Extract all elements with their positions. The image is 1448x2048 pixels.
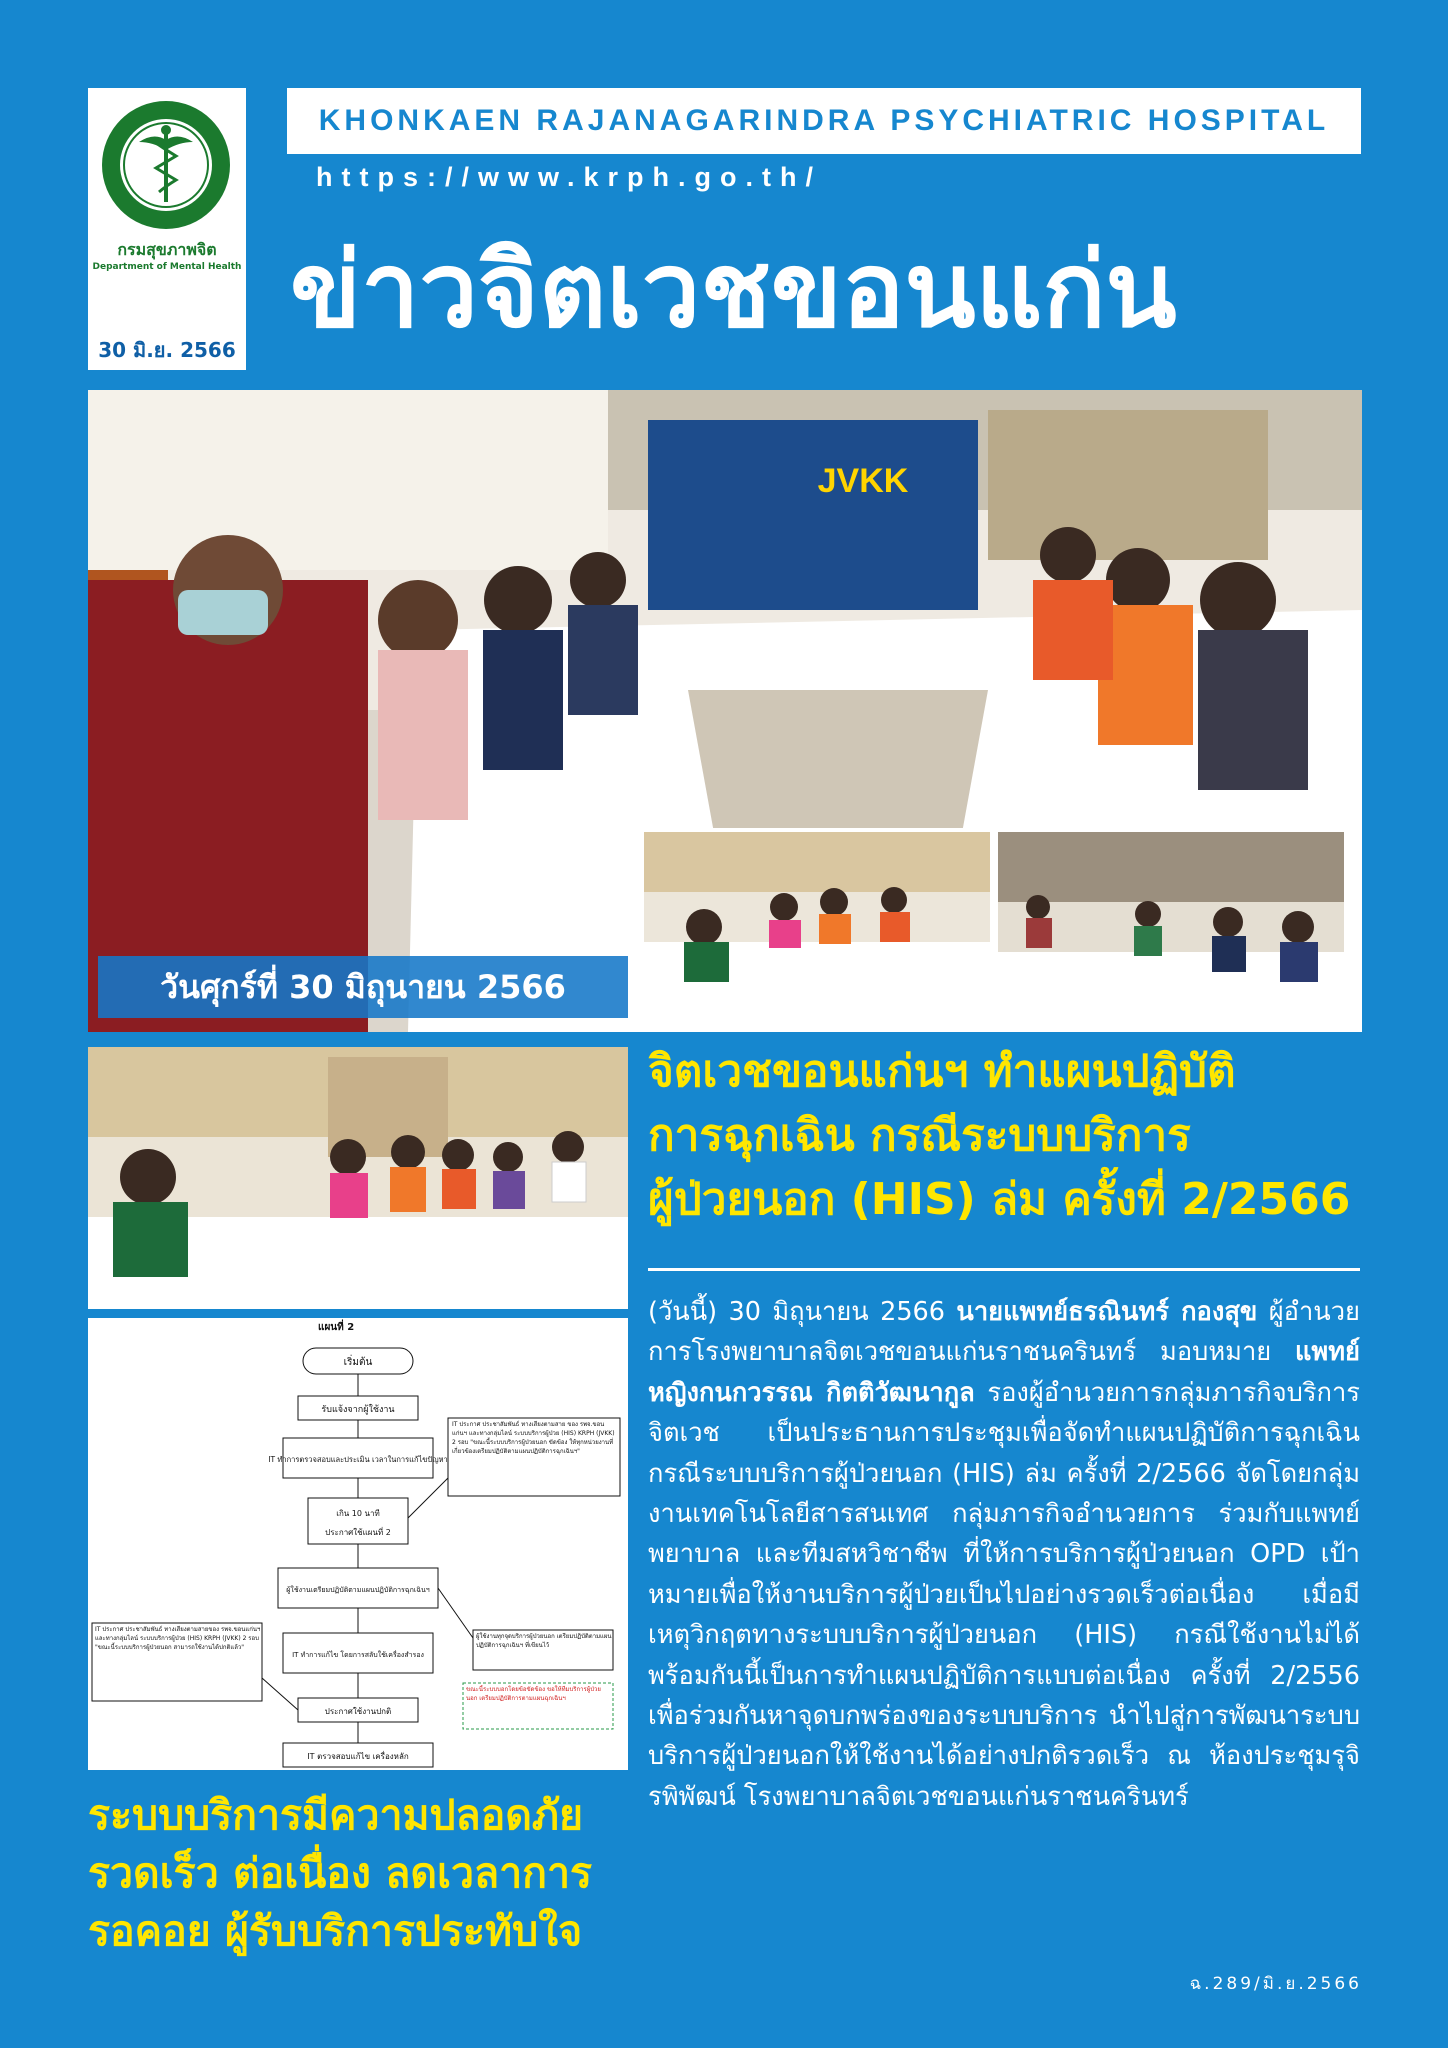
slogan-line-2: รวดเร็ว ต่อเนื่อง ลดเวลาการ <box>88 1849 593 1897</box>
website-url[interactable]: https://www.krph.go.th/ <box>316 162 822 192</box>
emergency-plan-flowchart <box>88 1318 628 1770</box>
flowchart-step-timeout <box>308 1498 408 1544</box>
jvkk-backdrop-logo <box>788 440 938 520</box>
slogan-line-1: ระบบบริการมีความปลอดภัย <box>88 1791 583 1839</box>
article-body <box>648 1292 1360 1817</box>
body-rest: รองผู้อำนวยการกลุ่มภารกิจบริการจิตเวช เป็นประธานการประชุมเพื่อจัดทำแผนปฏิบัติการฉุกเฉินกรณีระบบบริการผู้ป่วยนอก (HIS) ล่ม ครั้งที่ 2/2566 จัดโดยกลุ่มงานเทคโนโลยีสารสนเทศ กลุ่มภารกิจอำนวยการ ร่วมกับแพทย์ พยาบาล และทีมสหวิชาชีพ ที่ให้การบริการผู้ป่วยนอก OPD เป้าหมายเพื่อให้งานบริการผู้ป่วยเป็นไปอย่างรวดเร็วต่อเนื่อง เมื่อมีเหตุวิกฤตทางระบบบริการผู้ป่วยนอก (HIS) กรณีใช้งานไม่ได้ พร้อมกันนี้เป็นการทำแผนปฏิบัติการแบบต่อเนื่อง ครั้งที่ 2/2556 เพื่อร่วมกันหาจุดบกพร่องของระบบบริการ นำไปสู่การพัฒนาระบบบริการผู้ป่วยนอกให้ใช้งานได้อย่างปกติรวดเร็ว ณ ห้องประชุมรุจิรพิพัฒน์ โรงพยาบาลจิตเวชขอนแก่นราชนครินทร์ <box>648 1377 1360 1812</box>
flowchart-step-3: เกิน 10 นาที <box>336 1509 380 1518</box>
department-name-thai: กรมสุขภาพจิต <box>117 240 217 259</box>
newsletter-masthead: ข่าวจิตเวชขอนแก่น <box>290 229 1177 351</box>
flowchart-step-1: รับแจ้งจากผู้ใช้งาน <box>321 1405 395 1415</box>
flowchart-note-red-text: ขณะนี้ระบบบอกโดยข้อขัดข้อง ขอให้ทีมบริการผู้ป่วยนอก เตรียมปฏิบัติการตามแผนฉุกเฉินฯ <box>466 1686 601 1702</box>
body-intro: (วันนี้) 30 มิถุนายน 2566 <box>648 1297 957 1327</box>
issue-date: 30 มิ.ย. 2566 <box>98 338 236 362</box>
flowchart-step-4: ประกาศใช้แผนที่ 2 <box>325 1528 391 1537</box>
flowchart-title: แผนที่ 2 <box>318 1322 355 1333</box>
flowchart-note-right-text: IT ประกาศ ประชาสัมพันธ์ ทางเสียงตามสาย ของ รพจ.ขอนแก่นฯ และทางกลุ่มไลน์ ระบบบริการผู้ป่วย (HIS) KRPH (JVKK) 2 รอบ "ขณะนี้ระบบบริการผู้ป่วยนอก ขัดข้อง ให้ทุกหน่วยงานที่เกี่ยวข้องเตรียมปฏิบัติตามแผนปฏิบัติการฉุกเฉินฯ" <box>452 1421 615 1455</box>
flowchart-note-left-text: IT ประกาศ ประชาสัมพันธ์ ทางเสียงตามสายของ รพจ.ขอนแก่นฯ และทางกลุ่มไลน์ ระบบบริการผู้ป่วย (HIS) KRPH (JVKK) 2 รอบ "ขณะนี้ระบบบริการผู้ป่วยนอก สามารถใช้งานได้ปกติแล้ว" <box>95 1626 261 1651</box>
jvkk-text: JVKK <box>817 462 909 500</box>
flowchart-step-5: ผู้ใช้งานเตรียมปฏิบัติตามแผนปฏิบัติการฉุกเฉินฯ <box>286 1586 430 1594</box>
meeting-photo-small <box>88 1047 628 1309</box>
reference-code: ฉ.289/มิ.ย.2566 <box>1189 1974 1362 1994</box>
headline-line-1: จิตเวชขอนแก่นฯ ทำแผนปฏิบัติ <box>648 1046 1236 1097</box>
meeting-scene-small <box>88 1047 628 1309</box>
headline-divider <box>648 1268 1360 1271</box>
inset-meeting-scene-1 <box>644 832 990 1022</box>
flowchart-diagram <box>88 1318 628 1770</box>
article-headline <box>648 1040 1364 1232</box>
flowchart-note-right2-text: ผู้ใช้งานทุกจุดบริการผู้ป่วยนอก เตรียมปฏิบัติตามแผนปฏิบัติการฉุกเฉินฯ ที่เขียนไว้ <box>476 1633 612 1649</box>
hospital-name: KHONKAEN RAJANAGARINDRA PSYCHIATRIC HOSPITAL <box>318 104 1330 137</box>
flowchart-step-0: เริ่มต้น <box>343 1357 373 1368</box>
inset-photo-2 <box>994 828 1348 1026</box>
slogan-line-3: รอคอย ผู้รับบริการประทับใจ <box>88 1907 583 1955</box>
ministry-logo-box <box>88 88 246 370</box>
hospital-banner <box>287 88 1361 154</box>
date-caption-box <box>98 956 628 1018</box>
headline-line-2: การฉุกเฉิน กรณีระบบบริการ <box>648 1110 1191 1161</box>
flowchart-step-8: IT ตรวจสอบแก้ไข เครื่องหลัก <box>307 1752 409 1761</box>
department-name-english: Department of Mental Health <box>92 262 242 272</box>
date-caption: วันศุกร์ที่ 30 มิถุนายน 2566 <box>160 968 566 1006</box>
headline-line-3: ผู้ป่วยนอก (HIS) ล่ม ครั้งที่ 2/2566 <box>648 1174 1351 1225</box>
inset-meeting-scene-2 <box>998 832 1344 1022</box>
director-name: นายแพทย์ธรณินทร์ กองสุข <box>956 1297 1258 1327</box>
body-role: ผู้อำนวยการโรงพยาบาลจิตเวชขอนแก่นราชนครินทร์ มอบหมาย <box>648 1297 1360 1368</box>
flowchart-step-2: IT ทำการตรวจสอบและประเมิน เวลาในการแก้ไขปัญหา <box>268 1455 448 1464</box>
slogan <box>88 1786 648 1960</box>
inset-photo-1 <box>640 828 994 1026</box>
flowchart-step-7: ประกาศใช้งานปกติ <box>324 1707 392 1716</box>
ministry-seal-icon <box>99 98 233 232</box>
flowchart-step-6: IT ทำการแก้ไข โดยการสลับใช้เครื่องสำรอง <box>292 1651 424 1659</box>
deputy-director-name: แพทย์หญิงกนกวรรณ กิตติวัฒนากูล <box>648 1337 1360 1408</box>
main-meeting-photo <box>88 390 1362 1032</box>
